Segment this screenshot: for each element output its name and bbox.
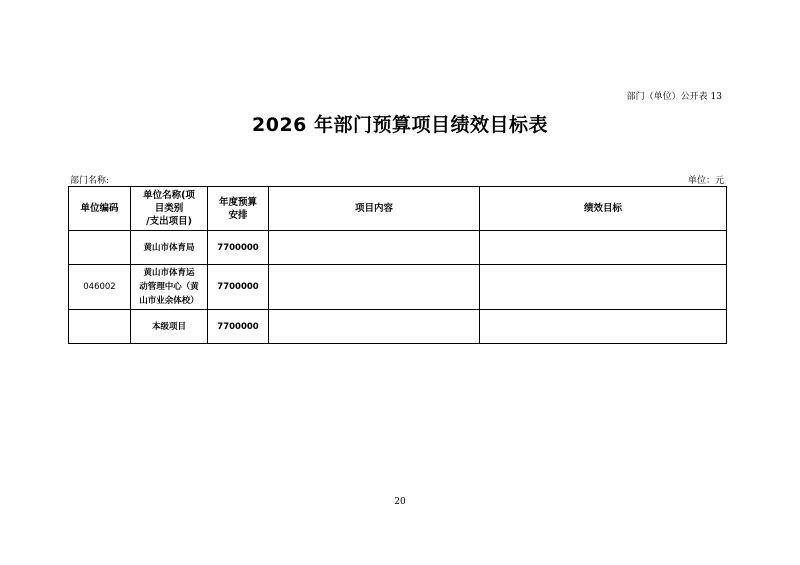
header-unit-name-line: 单位名称(项	[143, 190, 195, 201]
cell-unit-code	[69, 231, 131, 265]
header-performance-target: 绩效目标	[480, 187, 727, 231]
page-number: 20	[394, 497, 406, 507]
cell-performance-target	[480, 310, 727, 344]
cell-amount: 7700000	[208, 310, 269, 344]
unit-label: 单位：元	[687, 176, 724, 186]
table-row	[69, 231, 727, 265]
form-number: 部门（单位）公开表 13	[626, 92, 722, 102]
header-unit-name-line: /支出项目)	[146, 216, 192, 227]
cell-project-content	[269, 265, 480, 310]
cell-project-content	[269, 231, 480, 265]
table-header-row	[69, 187, 727, 231]
cell-performance-target	[480, 231, 727, 265]
cell-amount: 7700000	[208, 265, 269, 310]
cell-performance-target	[480, 265, 727, 310]
header-unit-name-line: 目类别	[154, 203, 184, 214]
performance-target-table	[68, 186, 727, 344]
cell-unit-name	[131, 310, 208, 344]
cell-unit-name-line: 本级项目	[151, 321, 186, 332]
header-annual-budget-line: 年度预算	[218, 196, 257, 208]
cell-unit-name-line: 黄山市体育运	[143, 268, 195, 278]
cell-project-content	[269, 310, 480, 344]
header-project-content: 项目内容	[269, 187, 480, 231]
header-unit-name	[131, 187, 208, 231]
table-row	[69, 265, 727, 310]
header-annual-budget-line: 安排	[228, 209, 248, 221]
cell-unit-name-line: 动管理中心（黄	[139, 282, 199, 292]
cell-unit-name	[131, 265, 208, 310]
cell-unit-name-line: 山市业余体校）	[139, 296, 199, 306]
cell-unit-name	[131, 231, 208, 265]
table-row	[69, 310, 727, 344]
department-label: 部门名称:	[70, 176, 110, 186]
header-annual-budget	[208, 187, 269, 231]
page-title: 2026 年部门预算项目绩效目标表	[252, 114, 548, 136]
cell-unit-code: 046002	[69, 265, 131, 310]
cell-unit-name-line: 黄山市体育局	[143, 242, 195, 253]
cell-unit-code	[69, 310, 131, 344]
cell-amount: 7700000	[208, 231, 269, 265]
header-unit-code: 单位编码	[69, 187, 131, 231]
